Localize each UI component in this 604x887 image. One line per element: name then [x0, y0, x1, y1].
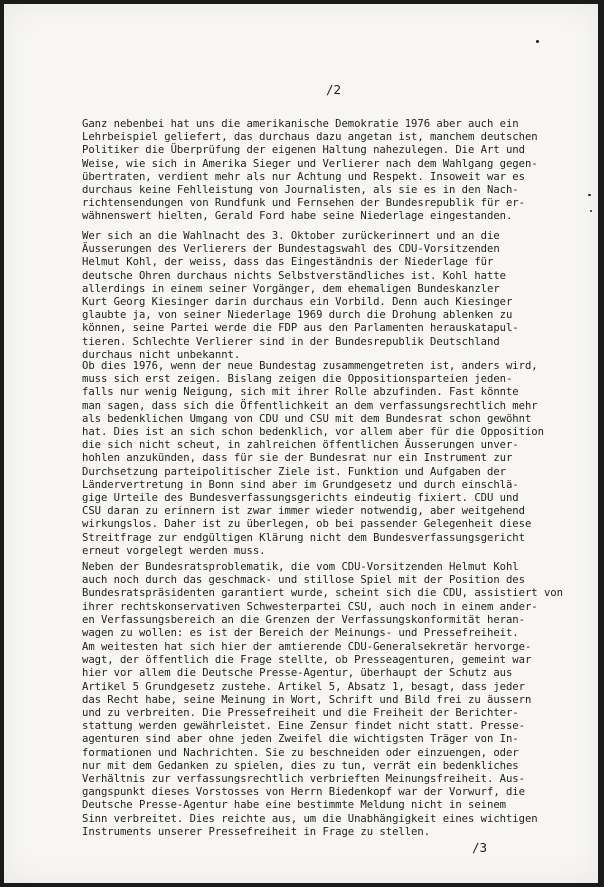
text-line: Deutsche Presse-Agentur habe eine bestimmte Meldung nicht in seinem [82, 799, 506, 812]
text-line: tieren. Schlechte Verlierer sind in der Bundesrepublik Deutschland [82, 335, 500, 348]
paragraph-1 [82, 118, 602, 224]
text-line: erneut vorgelegt werden muss. [82, 544, 266, 557]
text-line: Instruments unserer Pressefreiheit in Frage zu stellen. [82, 825, 431, 838]
text-line: gige Urteile des Bundesverfassungsgerichts eindeutig fixiert. CDU und [82, 492, 519, 505]
text-line: Artikel 5 Grundgesetz zustehe. Artikel 5, Absatz 1, besagt, dass jeder [82, 680, 525, 693]
text-line: muss sich erst zeigen. Bislang zeigen die Oppositionsparteien jeden- [82, 373, 513, 386]
text-line: Weise, wie sich in Amerika Sieger und Verlierer nach dem Wahlgang gegen- [82, 157, 538, 170]
text-line: formationen und Nachrichten. Sie zu beschneiden oder einzuengen, oder [82, 746, 519, 759]
text-line: wagt, der öffentlich die Frage stellte, ob Presseagenturen, gemeint war [82, 654, 532, 667]
text-line: Ob dies 1976, wenn der neue Bundestag zusammengetreten ist, anders wird, [82, 360, 538, 372]
text-line: man sagen, dass sich die Öffentlichkeit an dem verfassungsrechtlich mehr [82, 399, 538, 412]
document-page [4, 4, 598, 883]
text-line: Durchsetzung parteipolitischer Ziele ist. Funktion und Aufgaben der [82, 465, 506, 478]
paragraph-2 [82, 230, 602, 362]
text-line: deutsche Ohren durchaus nichts Selbstverständliches ist. Kohl hatte [82, 269, 506, 282]
text-line: gangspunkt dieses Vorstosses von Herrn Biedenkopf war der Vorwurf, die [82, 786, 525, 799]
text-line: Streitfrage zur endgültigen Klärung nicht dem Bundesverfassungsgericht [82, 531, 525, 544]
text-line: agenturen sind aber ohne jeden Zweifel die wichtigsten Träger von In- [82, 733, 519, 746]
text-line: die sich nicht scheut, in zahlreichen öffentlichen Äusserungen unver- [82, 439, 519, 452]
text-line: Ländervertretung in Bonn sind aber im Grundgesetz und durch einschlä- [82, 478, 519, 491]
text-line: CSU daran zu erinnern ist zwar immer wieder notwendig, aber weitgehend [82, 505, 525, 518]
text-line: richtensendungen von Rundfunk und Fernsehen der Bundesrepublik für er- [82, 197, 525, 210]
text-line: wähnenswert hielten, Gerald Ford habe seine Niederlage eingestanden. [82, 210, 513, 223]
text-line: wirkungslos. Daher ist zu überlegen, ob bei passender Gelegenheit diese [82, 518, 532, 531]
text-line: ihrer rechtskonservativen Schwesterpartei CSU, auch noch in einem ander- [82, 600, 538, 613]
text-line: das Recht habe, seine Meinung in Wort, Schrift und Bild frei zu äussern [82, 693, 532, 706]
text-line: Politiker die Überprüfung der eigenen Haltung nahezulegen. Die Art und [82, 144, 525, 157]
text-line: als bedenklichen Umgang von CDU und CSU mit dem Bundesrat schon gewöhnt [82, 412, 532, 425]
text-line: Sinn verbreitet. Dies reichte aus, um die Unabhängigkeit eines wichtigen [82, 812, 538, 825]
text-line: Kurt Georg Kiesinger darin durchaus ein Vorbild. Denn auch Kiesinger [82, 296, 513, 309]
text-line: können, seine Partei werde die FDP aus den Parlamenten herauskatapul- [82, 322, 519, 335]
text-line: hat. Dies ist an sich schon bedenklich, vor allem aber für die Opposition [82, 426, 544, 439]
text-line: und zu verbreiten. Die Pressefreiheit und die Freiheit der Berichter- [82, 707, 519, 720]
text-line: Am weitesten hat sich hier der amtierende CDU-Generalsekretär hervorge- [82, 641, 532, 653]
text-line: übertraten, verdient mehr als nur Achtung und Respekt. Insoweit war es [82, 170, 525, 183]
text-line: Äusserungen des Verlierers der Bundestagswahl des CDU-Vorsitzenden [82, 243, 500, 256]
text-line: Neben der Bundesratsproblematik, die vom CDU-Vorsitzenden Helmut Kohl [82, 561, 519, 573]
text-line: allerdings in einem seiner Vorgänger, dem ehemaligen Bundeskanzler [82, 282, 500, 295]
text-line: Bundesratspräsidenten garantiert wurde, scheint sich die CDU, assistiert von [82, 587, 563, 600]
text-line: auch noch durch das geschmack- und stillose Spiel mit der Position des [82, 574, 525, 587]
text-line: hohlen anzukünden, dass für sie der Bundesrat nur ein Instrument zur [82, 452, 513, 465]
text-line: Ganz nebenbei hat uns die amerikanische Demokratie 1976 aber auch ein [82, 118, 519, 130]
scan-speck [536, 40, 539, 43]
text-line: Helmut Kohl, der weiss, dass das Eingeständnis der Niederlage für [82, 256, 494, 269]
text-line: hier vor allem die Deutsche Presse-Agentur, überhaupt der Schutz aus [82, 667, 513, 680]
text-line: glaubte ja, von seiner Niederlage 1969 durch die Drohung ablenken zu [82, 309, 513, 322]
page-number-top: /2 [326, 82, 342, 97]
text-line: stattung werden gewährleistet. Eine Zensur findet nicht statt. Presse- [82, 720, 525, 733]
paragraph-5 [82, 641, 602, 839]
text-line: falls nur wenig Neigung, sich mit ihrer Rolle abzufinden. Fast könnte [82, 386, 519, 399]
paragraph-3 [82, 360, 602, 558]
text-line: en Verfassungsbereich an die Grenzen der Verfassungskonformität heran- [82, 613, 525, 626]
text-line: Wer sich an die Wahlnacht des 3. Oktober zurückerinnert und an die [82, 230, 500, 242]
text-line: Verhältnis zur verfassungsrechtlich verbrieften Meinungsfreiheit. Aus- [82, 773, 525, 786]
text-line: Lehrbeispiel geliefert, das durchaus dazu angetan ist, manchem deutschen [82, 131, 538, 144]
text-line: durchaus nicht unbekannt. [82, 348, 241, 361]
page-number-bottom: /3 [472, 840, 488, 855]
text-line: durchaus keine Fehlleistung von Journalisten, als sie es in den Nach- [82, 184, 519, 197]
text-line: nur mit dem Gedanken zu spielen, dies zu tun, verrät ein bedenkliches [82, 759, 519, 772]
text-line: wagen zu wollen: es ist der Bereich der Meinungs- und Pressefreiheit. [82, 627, 519, 640]
paragraph-4 [82, 561, 602, 640]
